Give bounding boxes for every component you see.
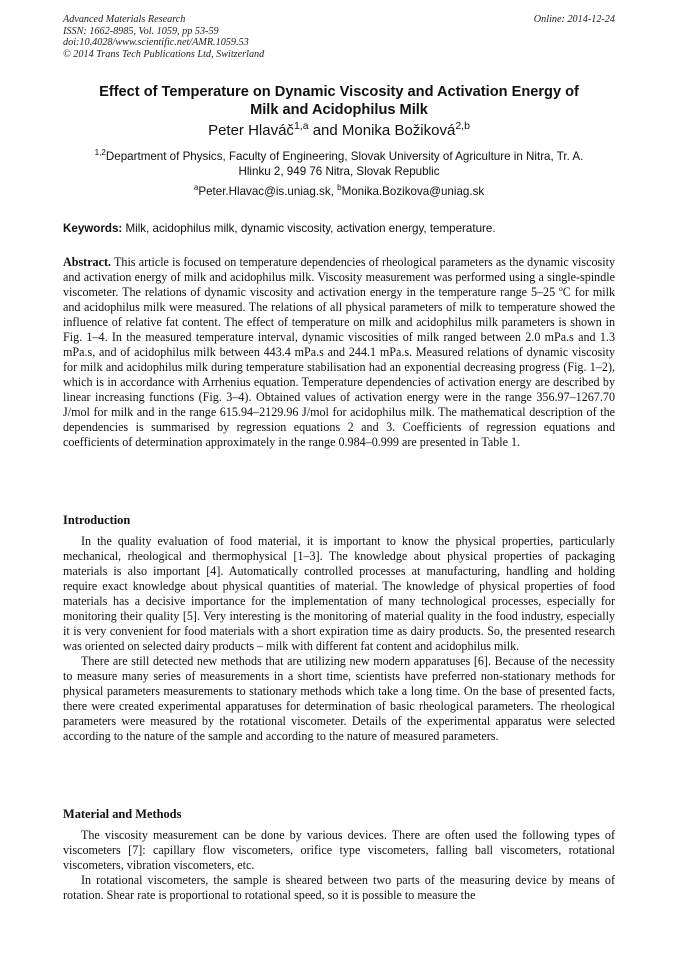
author-2-sup: 2,b [455,120,470,132]
email-sup-b: b [337,183,342,193]
affiliation-line-2: Hlinku 2, 949 76 Nitra, Slovak Republic [238,165,440,178]
keywords-label: Keywords: [63,222,123,235]
email-line [63,184,615,199]
affiliation [63,149,615,179]
abstract-paragraph [63,255,615,450]
journal-name: Advanced Materials Research [63,14,186,25]
author-1: Peter Hlaváč [208,122,294,139]
author-1-sup: 1,a [293,120,309,132]
abstract-label: Abstract. [63,255,112,269]
methods-heading: Material and Methods [63,807,182,821]
doi-line: doi:10.4028/www.scientific.net/AMR.1059.53 [63,37,249,49]
introduction-paragraph-1: In the quality evaluation of food material, it is important to know the physical properties, particularly mechanical, rheological and thermophysical [1–3]. The knowledge about physical properties of packaging materials is also important [4]. Automatically controlled processes at manufacturing, handling and holding require exact knowledge about physical quantities of material. The knowledge of physical properties of food materials has a decisive importance for the implementation of many technological processes, especially for monitoring their quality [5]. Very interesting is the monitoring of material quality in the food industry, especially it is very convenient for food materials with a short expiration time as dairy products. So, the presented research was oriented on selected dairy products – milk with different fat content and acidophilus milk. [63,534,615,653]
author-list [63,122,615,140]
abstract-text: This article is focused on temperature dependencies of rheological parameters as the dynamic viscosity and activation energy of milk and acidophilus milk. Viscosity measurement was performed using a single-spindle viscometer. The relations of dynamic viscosity and activation energy in the temperature range 5–25 ºC for milk and acidophilus milk were measured. The relations of all physical parameters of milk to temperature showed the influence of relative fat content. The effect of temperature on milk and acidophilus milk parameters is shown in Fig. 1–4. In the measured temperature interval, dynamic viscosities of milk ranged between 2.0 mPa.s and 1.3 mPa.s, and of acidophilus milk between 443.4 mPa.s and 244.1 mPa.s. Measured relations of dynamic viscosity for milk and acidophilus milk during temperature stabilisation had an exponential decreasing progress (Fig. 1–2), which is in accordance with Arrhenius equation. Temperature dependencies of activation energy are described by linear increasing functions (Fig. 3–4). Obtained values of activation energy were in the range 356.97–1267.70 J/mol for milk and in the range 615.94–2129.96 J/mol for acidophilus milk. The mathematical description of the dependencies is summarised by regression equations 2 and 3. Coefficients of regression equations and coefficients of determination approximately in the range 0.984–0.999 are presented in Table 1. [63,255,615,449]
introduction-paragraph-2: There are still detected new methods that are utilizing new modern apparatuses [6]. Because of the necessity to measure many series of measurements in a short time, scientists have preferred non-stationary methods for physical parameters measurements to stationary methods which take a long time. On the base of presented facts, there were created experimental apparatuses for determination of basic rheological parameters. The rheological parameters were measured by the rotational viscometer. Details of the experimental apparatus were selected according to the nature of the sample and according to the nature of measured parameters. [63,654,615,743]
methods-paragraph-2: In rotational viscometers, the sample is sheared between two parts of the measuring device by means of rotation. Shear rate is proportional to rotational speed, so it is possible to measure the [63,873,615,902]
introduction-heading: Introduction [63,513,131,527]
email-2: Monika.Bozikova@uniag.sk [341,185,485,198]
journal-header [63,14,615,60]
title-line-2: Milk and Acidophilus Milk [250,101,428,118]
methods-body [63,828,615,903]
online-date: Online: 2014-12-24 [533,14,615,25]
abstract [63,255,615,450]
keywords [63,221,615,236]
affiliation-text-1: Department of Physics, Faculty of Engineering, Slovak University of Agriculture in Nitra, Tr. A. [105,150,584,163]
email-sup-a: a [193,183,199,193]
title-line-1: Effect of Temperature on Dynamic Viscosity and Activation Energy of [99,84,579,100]
affiliation-sup: 1,2 [94,148,106,158]
paper-title [63,84,615,119]
methods-paragraph-1: The viscosity measurement can be done by various devices. There are often used the following types of viscometers [7]: capillary flow viscometers, orifice type viscometers, falling ball viscometers, rotational viscometers, vibration viscometers, etc. [63,828,615,872]
issn-line: ISSN: 1662-8985, Vol. 1059, pp 53-59 [63,25,219,37]
introduction-body [63,534,615,744]
author-2: Monika Božiková [341,122,456,139]
author-and: and [308,122,342,139]
affiliation-line-1 [63,149,615,164]
email-1: Peter.Hlavac@is.uniag.sk, [198,185,338,198]
copyright-line: © 2014 Trans Tech Publications Ltd, Switzerland [63,48,265,60]
keywords-text: Milk, acidophilus milk, dynamic viscosity, activation energy, temperature. [122,222,496,235]
